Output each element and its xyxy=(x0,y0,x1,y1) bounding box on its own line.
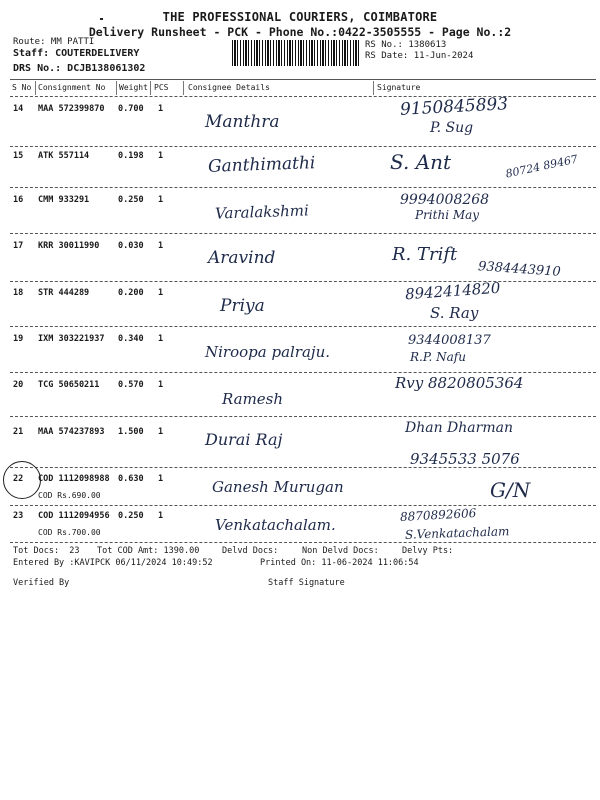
col-divider xyxy=(150,81,151,95)
row-divider xyxy=(10,505,596,506)
signature-mark: Prithi May xyxy=(415,208,480,222)
total-cod-amount: Tot COD Amt: 1390.00 xyxy=(97,546,200,556)
row-consignment: CMM 933291 xyxy=(38,195,90,205)
row-pcs: 1 xyxy=(158,334,164,344)
signature-phone: 9344008137 xyxy=(408,333,491,348)
signature-mark: S.Venkatachalam xyxy=(404,524,510,542)
signature-phone: 9345533 5076 xyxy=(410,450,520,468)
consignee-name: Varalakshmi xyxy=(214,201,310,223)
table-top-rule xyxy=(10,79,596,80)
non-delivered-docs: Non Delvd Docs: xyxy=(302,546,379,556)
signature-phone: 80724 89467 xyxy=(504,152,580,181)
signature-mark: S. Ray xyxy=(430,304,479,322)
row-sno: 22 xyxy=(13,474,24,484)
row-consignment: IXM 303221937 xyxy=(38,334,105,344)
row-weight: 0.630 xyxy=(118,474,144,484)
signature-phone: 8870892606 xyxy=(399,506,477,524)
row-pcs: 1 xyxy=(158,241,164,251)
row-consignment: MAA 574237893 xyxy=(38,427,105,437)
row-weight: 0.570 xyxy=(118,380,144,390)
row-consignment: ATK 557114 xyxy=(38,151,90,161)
drs-number: DRS No.: DCJB138061302 xyxy=(13,63,146,74)
row-weight: 1.500 xyxy=(118,427,144,437)
row-weight: 0.340 xyxy=(118,334,144,344)
signature-phone: 9150845893 xyxy=(399,94,509,120)
printed-on: Printed On: 11-06-2024 11:06:54 xyxy=(260,558,419,568)
company-title: THE PROFESSIONAL COURIERS, COIMBATORE xyxy=(162,10,438,24)
row-pcs: 1 xyxy=(158,380,164,390)
row-sno: 17 xyxy=(13,241,24,251)
row-weight: 0.700 xyxy=(118,104,144,114)
col-sno: S No xyxy=(12,83,32,92)
row-divider xyxy=(10,146,596,147)
entered-by: Entered By :KAVIPCK 06/11/2024 10:49:52 xyxy=(13,558,213,568)
consignee-name: Ganthimathi xyxy=(207,153,316,177)
row-weight: 0.250 xyxy=(118,511,144,521)
consignee-name: Ganesh Murugan xyxy=(212,478,344,496)
row-divider xyxy=(10,326,596,327)
signature-mark: G/N xyxy=(490,478,531,502)
signature-phone: 9384443910 xyxy=(477,259,562,280)
consignee-name: Manthra xyxy=(205,112,280,132)
col-weight: Weight xyxy=(119,83,148,92)
total-docs: Tot Docs: 23 xyxy=(13,546,80,556)
rs-number: RS No.: 1380613 xyxy=(365,40,447,50)
row-divider xyxy=(10,467,596,468)
rs-date: RS Date: 11-Jun-2024 xyxy=(365,51,474,61)
delivered-docs: Delvd Docs: xyxy=(222,546,279,556)
row-consignment: COD 1112094956 xyxy=(38,511,110,521)
signature-mark: Rvy 8820805364 xyxy=(395,374,524,392)
row-sno: 14 xyxy=(13,104,24,114)
row-sno: 20 xyxy=(13,380,24,390)
runsheet-subtitle: Delivery Runsheet - PCK - Phone No.:0422-3505555 - Page No.:2 xyxy=(88,25,512,39)
row-weight: 0.200 xyxy=(118,288,144,298)
consignee-name: Durai Raj xyxy=(205,430,283,449)
delivery-points: Delvy Pts: xyxy=(402,546,454,556)
row-sno: 15 xyxy=(13,151,24,161)
consignee-name: Priya xyxy=(220,296,265,316)
row-sno: 21 xyxy=(13,427,24,437)
cod-amount: COD Rs.690.00 xyxy=(38,491,101,500)
route-label: Route: MM PATTI xyxy=(13,37,95,47)
header-rule xyxy=(10,96,596,97)
row-pcs: 1 xyxy=(158,427,164,437)
row-consignment: KRR 30011990 xyxy=(38,241,100,251)
row-sno: 16 xyxy=(13,195,24,205)
row-pcs: 1 xyxy=(158,151,164,161)
signature-mark: S. Ant xyxy=(390,150,452,174)
row-pcs: 1 xyxy=(158,195,164,205)
col-consignee: Consignee Details xyxy=(188,83,270,92)
row-pcs: 1 xyxy=(158,288,164,298)
signature-phone: 9994008268 xyxy=(400,192,490,208)
row-divider xyxy=(10,416,596,417)
col-divider xyxy=(116,81,117,95)
row-sno: 19 xyxy=(13,334,24,344)
row-pcs: 1 xyxy=(158,511,164,521)
col-consignment: Consignment No xyxy=(38,83,106,92)
row-weight: 0.198 xyxy=(118,151,144,161)
row-sno: 23 xyxy=(13,511,24,521)
col-divider xyxy=(183,81,184,95)
row-weight: 0.030 xyxy=(118,241,144,251)
signature-mark: R. Trift xyxy=(392,244,458,265)
row-consignment: COD 1112098988 xyxy=(38,474,110,484)
cod-amount: COD Rs.700.00 xyxy=(38,528,101,537)
row-divider xyxy=(10,372,596,373)
row-weight: 0.250 xyxy=(118,195,144,205)
row-divider xyxy=(10,281,596,282)
col-signature: Signature xyxy=(377,83,421,92)
row-consignment: STR 444289 xyxy=(38,288,90,298)
verified-by: Verified By xyxy=(13,578,70,588)
barcode xyxy=(232,40,360,66)
row-consignment: TCG 50650211 xyxy=(38,380,100,390)
consignee-name: Niroopa palraju. xyxy=(205,343,331,361)
consignee-name: Ramesh xyxy=(222,390,284,408)
row-divider xyxy=(10,187,596,188)
staff-signature: Staff Signature xyxy=(268,578,345,588)
col-divider xyxy=(35,81,36,95)
row-divider xyxy=(10,233,596,234)
row-consignment: MAA 572399870 xyxy=(38,104,105,114)
signature-mark: R.P. Nafu xyxy=(410,350,466,364)
staff-label: Staff: COUTERDELIVERY xyxy=(13,48,140,59)
row-pcs: 1 xyxy=(158,104,164,114)
consignee-name: Venkatachalam. xyxy=(215,516,336,534)
col-divider xyxy=(373,81,374,95)
row-pcs: 1 xyxy=(158,474,164,484)
signature-phone: 8942414820 xyxy=(404,278,501,304)
signature-mark: Dhan Dharman xyxy=(405,420,513,436)
table-bottom-rule xyxy=(10,542,596,543)
col-pcs: PCS xyxy=(154,83,169,92)
page-header xyxy=(0,10,600,39)
consignee-name: Aravind xyxy=(208,248,276,268)
row-sno: 18 xyxy=(13,288,24,298)
signature-mark: P. Sug xyxy=(430,120,474,136)
